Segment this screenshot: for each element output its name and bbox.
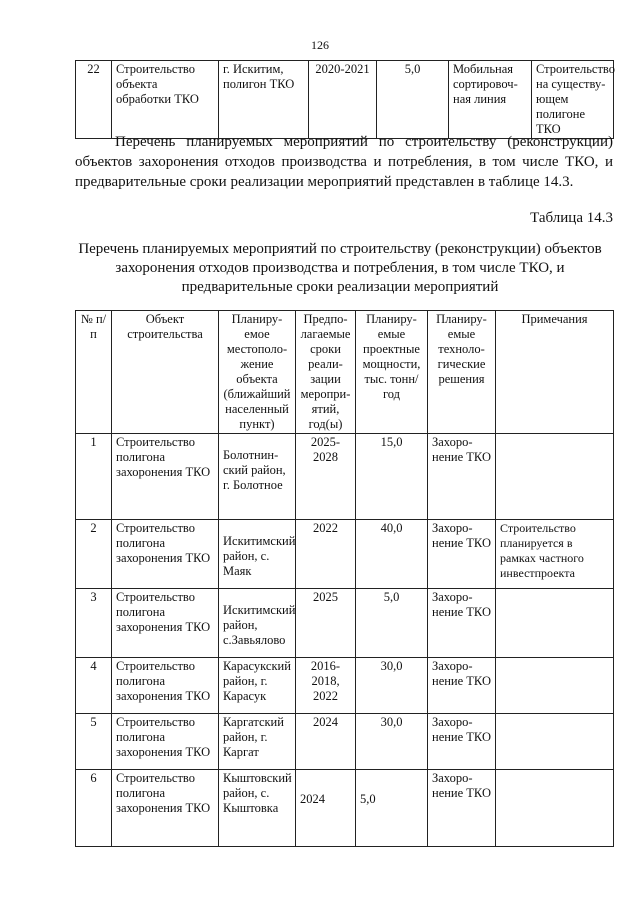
cell-capacity: 30,0 [356,714,428,770]
header-location: Планиру-емое местополо-жение объекта (ближайший населенный пункт) [219,311,296,434]
cell-period: 2022 [296,520,356,589]
page-number: 126 [311,38,329,52]
header-capacity: Планиру-емые проектные мощности, тыс. тонн/год [356,311,428,434]
cell-note: Строительство планируется в рамках частного инвестпроекта [496,520,614,589]
cell-location: Искитимский район, с.Завьялово [219,589,296,658]
cell-num: 4 [76,658,112,714]
cell-location: Каргатский район, г. Каргат [219,714,296,770]
cell-solution: Захоро-нение ТКО [428,714,496,770]
cell-location: Карасукский район, г. Карасук [219,658,296,714]
cell-num: 22 [76,61,112,139]
cell-location: Кыштовский район, с. Кыштовка [219,770,296,847]
cell-note: Строительство на существу-ющем полигоне ТКО [532,61,614,139]
header-solution: Планиру-емые техноло-гические решения [428,311,496,434]
table-row [76,61,614,139]
cell-note [496,770,614,847]
cell-period: 2025 [296,589,356,658]
table-row [76,714,614,770]
cell-period: 2025-2028 [296,434,356,520]
cell-capacity: 15,0 [356,434,428,520]
table-row [76,658,614,714]
cell-period: 2016-2018, 2022 [296,658,356,714]
cell-num: 2 [76,520,112,589]
cell-solution: Захоро-нение ТКО [428,589,496,658]
cell-num: 6 [76,770,112,847]
header-note: Примечания [496,311,614,434]
cell-num: 1 [76,434,112,520]
cell-object: Строительство полигона захоронения ТКО [112,714,219,770]
table-title: Перечень планируемых мероприятий по строительству (реконструкции) объектов захоронения отходов производства и потребления, в том числе ТКО, и предварительные сроки реализации мероприятий [78,241,602,295]
cell-location: Искитимский район, с. Маяк [219,520,296,589]
cell-solution: Захоро-нение ТКО [428,520,496,589]
cell-capacity: 5,0 [356,589,428,658]
cell-capacity: 40,0 [356,520,428,589]
header-period: Предпо-лагаемые сроки реали-зации меропри-ятий, год(ы) [296,311,356,434]
cell-note [496,589,614,658]
cell-solution: Захоро-нение ТКО [428,658,496,714]
table-row [76,770,614,847]
cell-note [496,658,614,714]
cell-object: Строительство полигона захоронения ТКО [112,434,219,520]
table-caption: Таблица 14.3 [530,210,613,226]
main-table [75,310,614,847]
cell-object: Строительство полигона захоронения ТКО [112,770,219,847]
cell-object: Строительство полигона захоронения ТКО [112,589,219,658]
header-num: № п/п [76,311,112,434]
cell-object: Строительство объекта обработки ТКО [112,61,219,139]
table-row [76,434,614,520]
cell-period: 2020-2021 [309,61,377,139]
cell-solution: Мобильная сортировоч-ная линия [449,61,532,139]
table-row [76,589,614,658]
cell-num: 3 [76,589,112,658]
cell-solution: Захоро-нение ТКО [428,434,496,520]
intro-paragraph: Перечень планируемых мероприятий по строительству (реконструкции) объектов захоронения отходов производства и потребления, в том числе ТКО, и предварительные сроки реализации мероприятий представлен в таблице 14.3. [75,134,613,190]
table-row [76,520,614,589]
cell-object: Строительство полигона захоронения ТКО [112,658,219,714]
cell-note [496,714,614,770]
table-header-row [76,311,614,434]
cell-location: г. Искитим, полигон ТКО [219,61,309,139]
cell-period: 2024 [296,770,356,847]
top-table [75,60,614,139]
cell-object: Строительство полигона захоронения ТКО [112,520,219,589]
cell-capacity: 5,0 [377,61,449,139]
header-object: Объект строительства [112,311,219,434]
cell-num: 5 [76,714,112,770]
cell-capacity: 30,0 [356,658,428,714]
cell-solution: Захоро-нение ТКО [428,770,496,847]
cell-location: Болотнин-ский район, г. Болотное [219,434,296,520]
cell-capacity: 5,0 [356,770,428,847]
cell-note [496,434,614,520]
cell-period: 2024 [296,714,356,770]
